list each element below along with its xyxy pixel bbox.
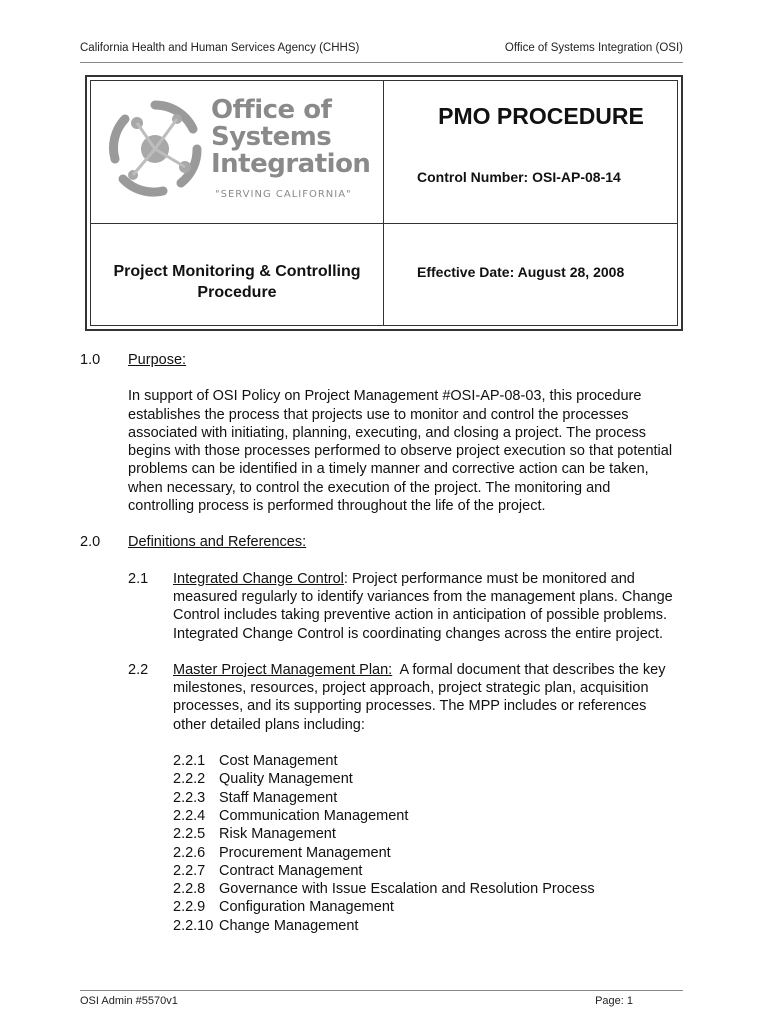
list-item-text: Change Management: [219, 917, 359, 934]
list-item: [173, 752, 680, 770]
section-purpose-heading: [80, 351, 680, 369]
definition-term: Integrated Change Control: [173, 570, 344, 587]
definition-text: [173, 661, 680, 734]
list-item-number: 2.2.6: [173, 844, 206, 861]
definition-integrated-change-control: [128, 570, 680, 643]
list-item: [173, 789, 680, 807]
logo-wordmark: [211, 97, 370, 178]
definition-term: Master Project Management Plan:: [173, 661, 393, 678]
list-item-text: Quality Management: [219, 771, 353, 788]
list-item: [173, 880, 680, 898]
list-item: [173, 807, 680, 825]
list-item-number: 2.2.4: [173, 807, 206, 824]
list-item: [173, 862, 680, 880]
title-box-divider-vertical: [383, 81, 384, 325]
logo-tagline: "SERVING CALIFORNIA": [215, 189, 352, 200]
section-title: Purpose:: [128, 352, 187, 368]
definition-text: [173, 570, 680, 643]
effective-date: Effective Date: August 28, 2008: [417, 264, 625, 280]
list-item-text: Configuration Management: [219, 899, 394, 916]
control-number: Control Number: OSI-AP-08-14: [417, 169, 621, 185]
page-header: [80, 42, 683, 63]
section-definitions-heading: [80, 533, 680, 551]
subsection-number: 2.2: [128, 661, 149, 678]
plan-list: [173, 752, 680, 935]
section-number: 1.0: [80, 352, 101, 368]
osi-emblem-icon: [105, 93, 205, 205]
section-number: 2.0: [80, 534, 101, 551]
list-item: [173, 825, 680, 843]
list-item-number: 2.2.7: [173, 862, 206, 879]
list-item-number: 2.2.5: [173, 826, 206, 843]
pmo-procedure-title: PMO PROCEDURE: [438, 103, 644, 129]
list-item-number: 2.2.3: [173, 789, 206, 806]
title-box-inner: [90, 80, 678, 326]
list-item: [173, 770, 680, 788]
list-item-text: Risk Management: [219, 826, 336, 843]
title-box-divider-horizontal: [91, 223, 677, 224]
list-item-number: 2.2.10: [173, 917, 214, 934]
document-body: [80, 351, 680, 935]
page-footer: [80, 990, 683, 1007]
definition-body: : Project performance must be monitored and measured regularly to identify variances from the management plans. Change Control includes taking preventive action in anticipation of possible problems. Integrated Change Control is coordinating changes across the entire project.: [173, 570, 673, 642]
list-item-text: Communication Management: [219, 807, 409, 824]
purpose-paragraph: In support of OSI Policy on Project Management #OSI-AP-08-03, this procedure establishes the process that projects use to monitor and control the processes associated with initiating, planning, executing, and closing a project. The process begins with those processes performed to observe project execution so that potential problems can be identified in a timely manner and corrective action can be taken, when necessary, to control the execution of the project. The monitoring and controlling process is performed throughout the life of the project.: [128, 388, 673, 515]
logo-line-2: Systems: [211, 122, 332, 152]
list-item-number: 2.2.1: [173, 753, 206, 770]
list-item-text: Procurement Management: [219, 844, 391, 861]
list-item-text: Contract Management: [219, 862, 363, 879]
list-item: [173, 917, 680, 935]
list-item-text: Governance with Issue Escalation and Resolution Process: [219, 881, 595, 898]
definition-body: A formal document that describes the key milestones, resources, project approach, project strategic plan, acquisition processes, and its supporting processes. The MPP includes or references other detailed plans including:: [173, 661, 670, 733]
logo-line-3: Integration: [211, 149, 371, 179]
list-item-number: 2.2.9: [173, 899, 206, 916]
footer-page-number: Page: 1: [595, 995, 633, 1007]
list-item-text: Cost Management: [219, 753, 338, 770]
list-item: [173, 844, 680, 862]
title-box: [85, 75, 683, 331]
list-item: [173, 898, 680, 916]
list-item-text: Staff Management: [219, 789, 338, 806]
definition-master-project-plan: [128, 661, 680, 734]
section-title: Definitions and References:: [128, 534, 307, 551]
osi-logo: [105, 91, 375, 211]
list-item-number: 2.2.2: [173, 771, 206, 788]
footer-document-id: OSI Admin #5570v1: [80, 995, 178, 1007]
list-item-number: 2.2.8: [173, 881, 206, 898]
subsection-number: 2.1: [128, 570, 149, 587]
procedure-title: [91, 261, 383, 303]
procedure-title-line-1: Project Monitoring & Controlling: [113, 263, 361, 280]
header-office: Office of Systems Integration (OSI): [504, 42, 683, 54]
procedure-title-line-2: Procedure: [197, 284, 277, 301]
logo-line-1: Office of: [211, 95, 332, 125]
header-agency: California Health and Human Services Agency (CHHS): [80, 42, 360, 54]
